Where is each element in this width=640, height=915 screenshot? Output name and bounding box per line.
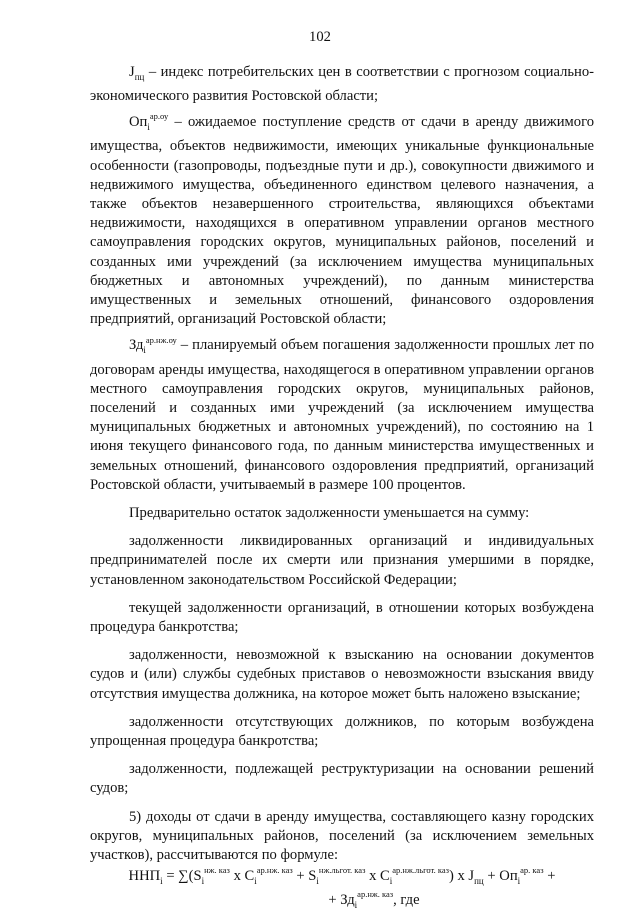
paragraph-text: – планируемый объем погашения задолженности прошлых лет по договорам аренды имущества, находящегося в оперативном управлении органов местного самоуправления городских округов, муниципальных районов, поселений и созданных ими учреждений (за исключением имущества муниципальных бюджетных и автономных учреждений), по состоянию на 1 июня текущего финансового года, по данным министерства имущественных и земельных отношений, финансового оздоровления предприятий, организаций Ростовской области, учитываемый в размере 100 процентов. <box>90 337 594 493</box>
superscript: ар.оу <box>149 111 169 122</box>
formula-sup: нж. каз <box>204 865 230 876</box>
symbol: J <box>129 64 135 80</box>
formula-part: x C <box>229 868 255 885</box>
paragraph-jpc <box>90 63 594 106</box>
subscript: i <box>147 122 150 133</box>
formula-part: , где <box>393 892 420 909</box>
reduce-item-5: задолженности, подлежащей реструктуризации на основании решений судов; <box>90 761 594 797</box>
reduce-item-4: задолженности отсутствующих должников, по которым возбуждена упрощенная процедура банкротства; <box>90 713 594 750</box>
formula-sub: i <box>354 900 358 911</box>
formula-sub: i <box>517 876 521 887</box>
formula-part: + S <box>292 868 317 885</box>
formula-sub: i <box>389 876 393 887</box>
formula-sup: ар.нж. каз <box>256 865 293 876</box>
document-body <box>90 63 594 915</box>
formula-part: + Зд <box>328 892 355 909</box>
formula-part: ) x J <box>448 868 475 885</box>
formula-sup: нж.льгот. каз <box>318 865 366 876</box>
formula-part: = ∑(S <box>162 868 202 885</box>
formula-line-2 <box>90 891 594 915</box>
paragraph-op <box>90 113 594 329</box>
formula-sub: i <box>160 876 163 887</box>
formula-line-1 <box>90 867 594 891</box>
formula-sub: i <box>254 876 257 887</box>
subscript: пц <box>134 71 145 82</box>
formula-sub: i <box>201 876 205 887</box>
formula-part: + <box>543 868 556 885</box>
subscript: i <box>143 345 146 356</box>
symbol: Зд <box>129 337 144 354</box>
formula-part: x C <box>365 868 390 885</box>
formula-sup: ар.нж. каз <box>357 889 394 900</box>
paragraph-text: – ожидаемое поступление средств от сдачи в аренду движимого имущества, объектов недвижимости, имеющих уникальные функциональные особенности (газопроводы, подъездные пути и др.), совокупности движимого и недвижимого имущества, объединенного единством целевого назначения, а также объектов незавершенного строительства, являющихся объектами недвижимости, находящихся в оперативном управлении органов местного самоуправления городских округов, муниципальных районов, поселений и созданных ими учреждений (за исключением имущества муниципальных бюджетных и автономных учреждений), по данным министерства имущественных и земельных отношений, финансового оздоровления предприятий, организаций Ростовской области; <box>90 114 594 328</box>
formula-sup: ар. каз <box>520 865 544 876</box>
paragraph-text: – индекс потребительских цен в соответствии с прогнозом социально-экономического развития Ростовской области; <box>90 64 594 105</box>
paragraph-zd <box>90 336 594 495</box>
item-5-paragraph: 5) доходы от сдачи в аренду имущества, составляющего казну городских округов, муниципальных районов, поселений (за исключением земельных участков), рассчитываются по формуле: <box>90 808 594 864</box>
superscript: ар.нж.оу <box>145 334 177 345</box>
reduce-item-1: задолженности ликвидированных организаций и индивидуальных предпринимателей после их смерти или признания умершими в порядке, установленном законодательством Российской Федерации; <box>90 533 594 588</box>
page-number: 102 <box>309 29 331 45</box>
formula-sub: пц <box>474 876 484 887</box>
reduce-item-3: задолженности, невозможной к взысканию на основании документов судов и (или) службы судебных приставов о невозможности взыскания ввиду отсутствия имущества должника, на которое может быть наложено взыскание; <box>90 647 594 702</box>
formula-sup: ар.нж.льгот. каз <box>392 865 449 876</box>
symbol: Оп <box>129 114 148 131</box>
formula-lhs: ННП <box>128 868 161 885</box>
formula-sub: i <box>316 876 319 887</box>
reduce-item-2: текущей задолженности организаций, в отношении которых возбуждена процедура банкротства; <box>90 599 594 635</box>
reduce-intro: Предварительно остаток задолженности уменьшается на сумму: <box>129 504 530 521</box>
formula-part: + Оп <box>483 868 518 885</box>
